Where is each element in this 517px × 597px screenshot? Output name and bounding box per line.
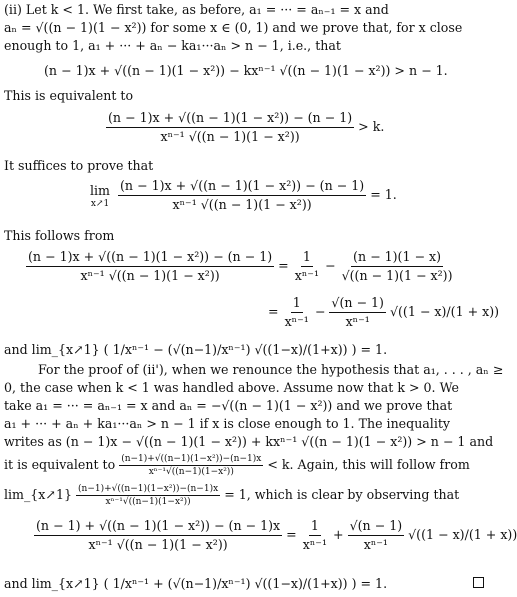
equation-5: [268, 295, 499, 330]
eq2-rhs: > k.: [358, 119, 385, 134]
l13-denominator: xⁿ⁻¹√((n−1)(1−x²)): [148, 467, 234, 477]
eq4-term2-den: √((n − 1)(1 − x²)): [341, 268, 453, 283]
eq6-plus: +: [333, 527, 344, 542]
text-line-7: and lim_{x↗1} ( 1/xⁿ⁻¹ − (√(n−1)/xⁿ⁻¹) √((1−x)/(1+x)) ) = 1.: [4, 342, 388, 357]
eq6-term2-den: xⁿ⁻¹: [363, 537, 388, 552]
eq6-root: √((1 − x)/(1 + x)): [408, 527, 517, 542]
eq4-term2-num: (n − 1)(1 − x): [351, 249, 443, 267]
equation-4: [26, 249, 455, 284]
text-line-12: writes as (n − 1)x − √((n − 1)(1 − x²)) + kxⁿ⁻¹ √((n − 1)(1 − x²)) > n − 1 and: [4, 434, 494, 449]
eq4-term1-num: 1: [301, 249, 313, 267]
eq6-equals: =: [286, 527, 297, 542]
l14-lead: lim_{x↗1}: [4, 487, 72, 502]
eq3-numerator: (n − 1)x + √((n − 1)(1 − x²)) − (n − 1): [118, 178, 366, 196]
eq6-term2-num: √(n − 1): [348, 518, 405, 536]
l14-tail: = 1, which is clear by observing that: [224, 487, 460, 502]
text-line-1: (ii) Let k < 1. We first take, as before, a₁ = ··· = aₙ₋₁ = x and: [4, 2, 389, 17]
eq3-lim: lim: [90, 182, 110, 198]
text-line-15: and lim_{x↗1} ( 1/xⁿ⁻¹ + (√(n−1)/xⁿ⁻¹) √((1−x)/(1+x)) ) = 1.: [4, 576, 388, 591]
eq3-rhs: = 1.: [370, 187, 397, 202]
text-line-14: [4, 484, 486, 507]
text-line-4: This is equivalent to: [4, 88, 134, 103]
l13-tail: < k. Again, this will follow from: [267, 457, 470, 472]
eq3-denominator: xⁿ⁻¹ √((n − 1)(1 − x²)): [172, 197, 312, 212]
text-line-8: For the proof of (ii'), when we renounce the hypothesis that a₁, . . . , aₙ ≥: [38, 362, 504, 377]
eq5-term1-num: 1: [291, 295, 303, 313]
eq5-term2-num: √(n − 1): [329, 295, 386, 313]
equation-2: [106, 110, 384, 145]
eq4-equals: =: [278, 258, 289, 273]
text-line-5: It suffices to prove that: [4, 158, 154, 173]
text-line-11: a₁ + ··· + aₙ + ka₁···aₙ > n − 1 if x is close enough to 1. The inequality: [4, 416, 451, 431]
equation-3: [90, 178, 397, 213]
eq4-numerator: (n − 1)x + √((n − 1)(1 − x²)) − (n − 1): [26, 249, 274, 267]
eq6-term1-den: xⁿ⁻¹: [302, 537, 327, 552]
eq5-equals: =: [268, 304, 279, 319]
eq6-term1-num: 1: [309, 518, 321, 536]
eq4-term1-den: xⁿ⁻¹: [294, 268, 319, 283]
text-line-2: aₙ = √((n − 1)(1 − x²)) for some x ∈ (0, 1) and we prove that, for x close: [4, 20, 463, 35]
text-line-10: take a₁ = ··· = aₙ₋₁ = x and aₙ = −√((n − 1)(1 − x²)) and we prove that: [4, 398, 453, 413]
l14-denominator: xⁿ⁻¹√((n−1)(1−x²)): [105, 497, 191, 507]
equation-6: [34, 518, 517, 553]
text-line-3: enough to 1, a₁ + ··· + aₙ − ka₁···aₙ > n − 1, i.e., that: [4, 38, 341, 53]
l13-numerator: (n−1)+√((n−1)(1−x²))−(n−1)x: [121, 454, 262, 464]
eq5-minus: −: [314, 304, 326, 319]
l14-numerator: (n−1)+√((n−1)(1−x²))−(n−1)x: [78, 484, 219, 494]
eq5-term1-den: xⁿ⁻¹: [284, 314, 309, 329]
qed-square-icon: [473, 577, 484, 588]
equation-1: (n − 1)x + √((n − 1)(1 − x²)) − kxⁿ⁻¹ √((n − 1)(1 − x²)) > n − 1.: [44, 63, 448, 78]
eq6-numerator: (n − 1) + √((n − 1)(1 − x²)) − (n − 1)x: [34, 518, 282, 536]
eq2-denominator: xⁿ⁻¹ √((n − 1)(1 − x²)): [160, 129, 300, 144]
eq4-minus: −: [325, 258, 336, 273]
eq4-denominator: xⁿ⁻¹ √((n − 1)(1 − x²)): [80, 268, 220, 283]
l13-lead: it is equivalent to: [4, 457, 116, 472]
text-line-9: 0, the case when k < 1 was handled above. Assume now that k > 0. We: [4, 380, 459, 395]
eq3-lim-sub: x↗1: [90, 198, 110, 209]
eq5-term2-den: xⁿ⁻¹: [345, 314, 370, 329]
text-line-13: [4, 454, 486, 477]
eq2-numerator: (n − 1)x + √((n − 1)(1 − x²)) − (n − 1): [106, 110, 354, 128]
eq6-denominator: xⁿ⁻¹ √((n − 1)(1 − x²)): [88, 537, 228, 552]
eq5-root: √((1 − x)/(1 + x)): [389, 304, 500, 319]
text-line-6: This follows from: [4, 228, 115, 243]
